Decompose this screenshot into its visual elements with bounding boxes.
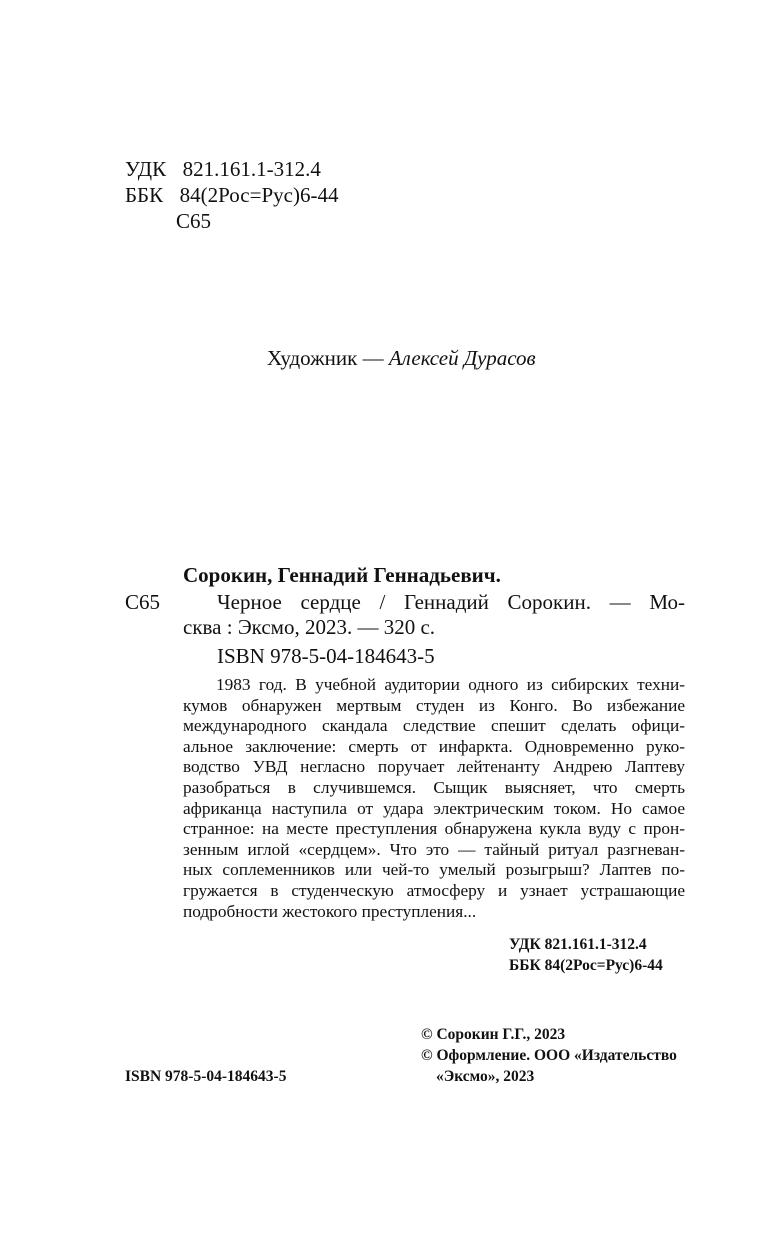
bbk-label: ББК — [125, 183, 164, 207]
artist-prefix: Художник — — [267, 346, 389, 370]
annotation-line: странное: на месте преступления обнаружена кукла вуду с прон- — [183, 819, 685, 839]
annotation-line: альное заключение: смерть от инфаркта. Одновременно руко- — [183, 736, 685, 756]
author-mark-card: С65 — [125, 590, 161, 614]
title-line-2: сква : Эксмо, 2023. — 320 с. — [183, 615, 436, 639]
copyright-design: © Оформление. ООО «Издательство — [421, 1047, 677, 1064]
udk-code-card: УДК 821.161.1-312.4 — [509, 936, 647, 953]
annotation-line: 1983 год. В учебной аудитории одного из сибирских техни- — [216, 675, 685, 694]
annotation-line: ных соплеменников или чей-то умелый розыгрыш? Лаптев по- — [183, 860, 685, 880]
bbk-code-card: ББК 84(2Рос=Рус)6-44 — [509, 957, 663, 974]
annotation-line: подробности жестокого преступления... — [183, 901, 477, 921]
udk-value: 821.161.1-312.4 — [182, 157, 321, 181]
annotation-line: зенным иглой «сердцем». Что это — тайный ритуал разгневан- — [183, 839, 685, 859]
artist-name: Алексей Дурасов — [388, 346, 536, 370]
copyright-author: © Сорокин Г.Г., 2023 — [421, 1026, 566, 1043]
isbn-bottom: ISBN 978-5-04-184643-5 — [125, 1068, 287, 1085]
artist-credit — [267, 346, 536, 371]
isbn-card: ISBN 978-5-04-184643-5 — [217, 644, 435, 668]
bbk-value: 84(2Рос=Рус)6-44 — [179, 183, 339, 207]
annotation-line: африканца наступила от удара электрическим током. Но самое — [183, 798, 685, 818]
udk-code-top — [125, 156, 321, 183]
annotation-line: кумов обнаружен мертвым студен из Конго. Во избежание — [183, 695, 685, 715]
title-line-1: Черное сердце / Геннадий Сорокин. — Мо- — [217, 590, 685, 614]
annotation-line: гружается в студенческую атмосферу и узнает устрашающие — [183, 880, 685, 900]
annotation — [183, 675, 685, 922]
annotation-line: разобраться в случившемся. Сыщик выясняет, что смерть — [183, 777, 685, 797]
author-heading: Сорокин, Геннадий Геннадьевич. — [183, 563, 501, 587]
copyright-publisher: «Эксмо», 2023 — [436, 1068, 535, 1085]
bbk-code-top — [125, 182, 338, 209]
annotation-line: водство УВД негласно поручает лейтенанту Андрею Лаптеву — [183, 757, 685, 777]
author-mark-top: С65 — [176, 209, 212, 233]
udk-label: УДК — [125, 157, 167, 181]
annotation-line: международного скандала следствие спешит сделать офици- — [183, 716, 685, 736]
